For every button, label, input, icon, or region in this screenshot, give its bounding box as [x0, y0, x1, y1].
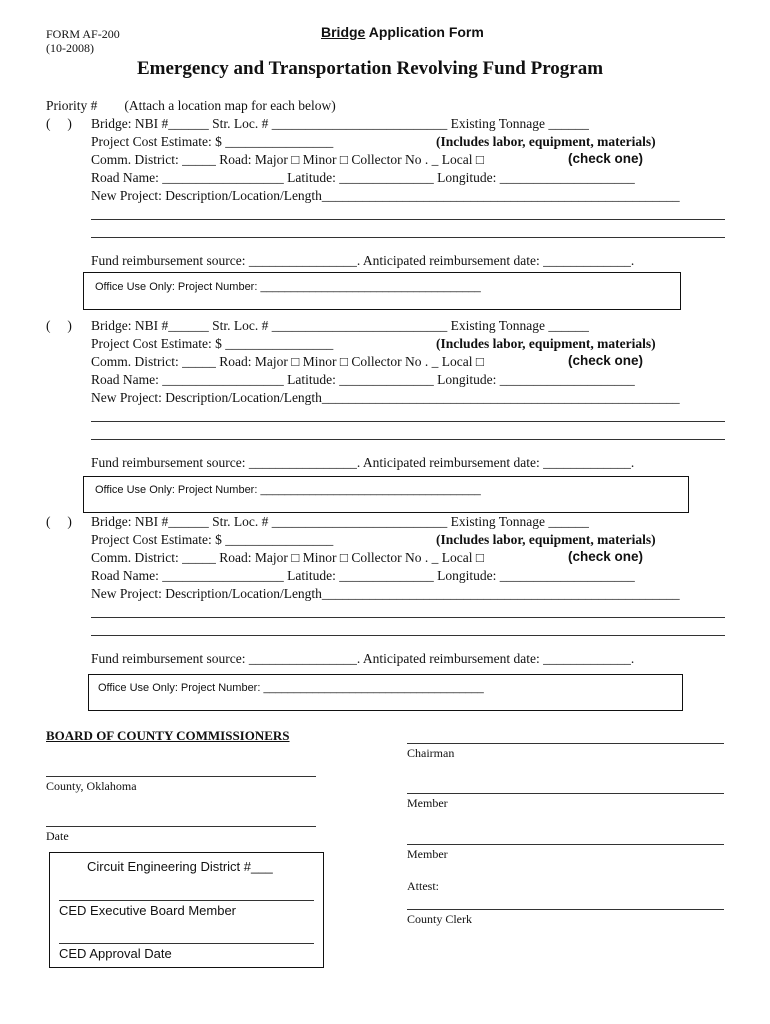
- entry-2-location-line[interactable]: Road Name: __________________ Latitude: ______________ Longitude: ____________________: [91, 372, 635, 387]
- entry-2-office-box: [83, 476, 689, 513]
- entry-3-description-blank-2[interactable]: [91, 635, 725, 636]
- entry-2-fund-line[interactable]: Fund reimbursement source: ________________. Anticipated reimbursement date: _____________.: [91, 455, 635, 470]
- ced-district-field[interactable]: Circuit Engineering District #___: [87, 859, 273, 874]
- ced-approval-date-line[interactable]: [59, 943, 314, 944]
- entry-2-description-blank-1[interactable]: [91, 421, 725, 422]
- chairman-label: Chairman: [407, 746, 455, 760]
- entry-1-location-line[interactable]: Road Name: __________________ Latitude: ______________ Longitude: ____________________: [91, 170, 635, 185]
- entry-1-description-blank-1[interactable]: [91, 219, 725, 220]
- entry-2-description-blank-2[interactable]: [91, 439, 725, 440]
- date-label: Date: [46, 829, 69, 843]
- member-1-signature-line[interactable]: [407, 793, 724, 794]
- entry-3-office-label: Office Use Only: Project Number: ____________________________________: [98, 682, 484, 694]
- entry-1-priority-field[interactable]: ( ): [46, 116, 72, 131]
- entry-2-cost-note: (Includes labor, equipment, materials): [436, 336, 656, 351]
- clerk-signature-line[interactable]: [407, 909, 724, 910]
- entry-2-priority-field[interactable]: ( ): [46, 318, 72, 333]
- entry-2-cost-estimate[interactable]: Project Cost Estimate: $ ________________: [91, 336, 334, 351]
- entry-3-fund-line[interactable]: Fund reimbursement source: ________________. Anticipated reimbursement date: _____________.: [91, 651, 635, 666]
- entry-1-office-label: Office Use Only: Project Number: ____________________________________: [95, 281, 481, 293]
- entry-3-description-line[interactable]: New Project: Description/Location/Length_____________________________________________________: [91, 586, 680, 601]
- date-signature-line[interactable]: [46, 826, 316, 827]
- entry-3-road-class[interactable]: Comm. District: _____ Road: Major □ Minor □ Collector No . _ Local □: [91, 550, 485, 565]
- chairman-signature-line[interactable]: [407, 743, 724, 744]
- clerk-label: County Clerk: [407, 912, 472, 926]
- county-label: County, Oklahoma: [46, 779, 137, 793]
- entry-1-office-box: [83, 272, 681, 310]
- form-title-prefix: Bridge: [321, 24, 366, 40]
- county-signature-line[interactable]: [46, 776, 316, 777]
- entry-3-bridge-line[interactable]: Bridge: NBI #______ Str. Loc. # __________________________ Existing Tonnage ______: [91, 514, 589, 529]
- ced-member-signature-line[interactable]: [59, 900, 314, 901]
- entry-1-road-class[interactable]: Comm. District: _____ Road: Major □ Minor □ Collector No . _ Local □: [91, 152, 485, 167]
- entry-1-description-line[interactable]: New Project: Description/Location/Length_____________________________________________________: [91, 188, 680, 203]
- entry-1-check-one: (check one): [568, 151, 644, 166]
- entry-1-fund-line[interactable]: Fund reimbursement source: ________________. Anticipated reimbursement date: _____________.: [91, 253, 635, 268]
- program-title: Emergency and Transportation Revolving Fund Program: [137, 58, 604, 79]
- member-2-signature-line[interactable]: [407, 844, 724, 845]
- member-1-label: Member: [407, 796, 448, 810]
- entry-3-check-one: (check one): [568, 549, 644, 564]
- form-number: FORM AF-200: [46, 27, 120, 41]
- entry-1-cost-estimate[interactable]: Project Cost Estimate: $ ________________: [91, 134, 334, 149]
- ced-box: [49, 852, 324, 968]
- entry-3-cost-estimate[interactable]: Project Cost Estimate: $ ________________: [91, 532, 334, 547]
- member-2-label: Member: [407, 847, 448, 861]
- entry-3-location-line[interactable]: Road Name: __________________ Latitude: ______________ Longitude: ____________________: [91, 568, 635, 583]
- priority-line: Priority # (Attach a location map for each below): [46, 98, 336, 113]
- entry-1-description-blank-2[interactable]: [91, 237, 725, 238]
- entry-3-priority-field[interactable]: ( ): [46, 514, 72, 529]
- entry-2-office-label: Office Use Only: Project Number: ____________________________________: [95, 484, 481, 496]
- ced-member-label: CED Executive Board Member: [59, 903, 237, 918]
- entry-3-cost-note: (Includes labor, equipment, materials): [436, 532, 656, 547]
- form-date: (10-2008): [46, 41, 94, 55]
- form-title: [321, 24, 484, 40]
- entry-2-description-line[interactable]: New Project: Description/Location/Length_____________________________________________________: [91, 390, 680, 405]
- entry-1-bridge-line[interactable]: Bridge: NBI #______ Str. Loc. # __________________________ Existing Tonnage ______: [91, 116, 589, 131]
- form-title-suffix: Application Form: [365, 24, 484, 40]
- entry-2-check-one: (check one): [568, 353, 644, 368]
- entry-1-cost-note: (Includes labor, equipment, materials): [436, 134, 656, 149]
- board-heading: BOARD OF COUNTY COMMISSIONERS: [46, 728, 290, 743]
- entry-3-description-blank-1[interactable]: [91, 617, 725, 618]
- attest-label: Attest:: [407, 879, 439, 893]
- entry-3-office-box: [88, 674, 683, 711]
- entry-2-road-class[interactable]: Comm. District: _____ Road: Major □ Minor □ Collector No . _ Local □: [91, 354, 485, 369]
- ced-approval-label: CED Approval Date: [59, 946, 172, 961]
- entry-2-bridge-line[interactable]: Bridge: NBI #______ Str. Loc. # __________________________ Existing Tonnage ______: [91, 318, 589, 333]
